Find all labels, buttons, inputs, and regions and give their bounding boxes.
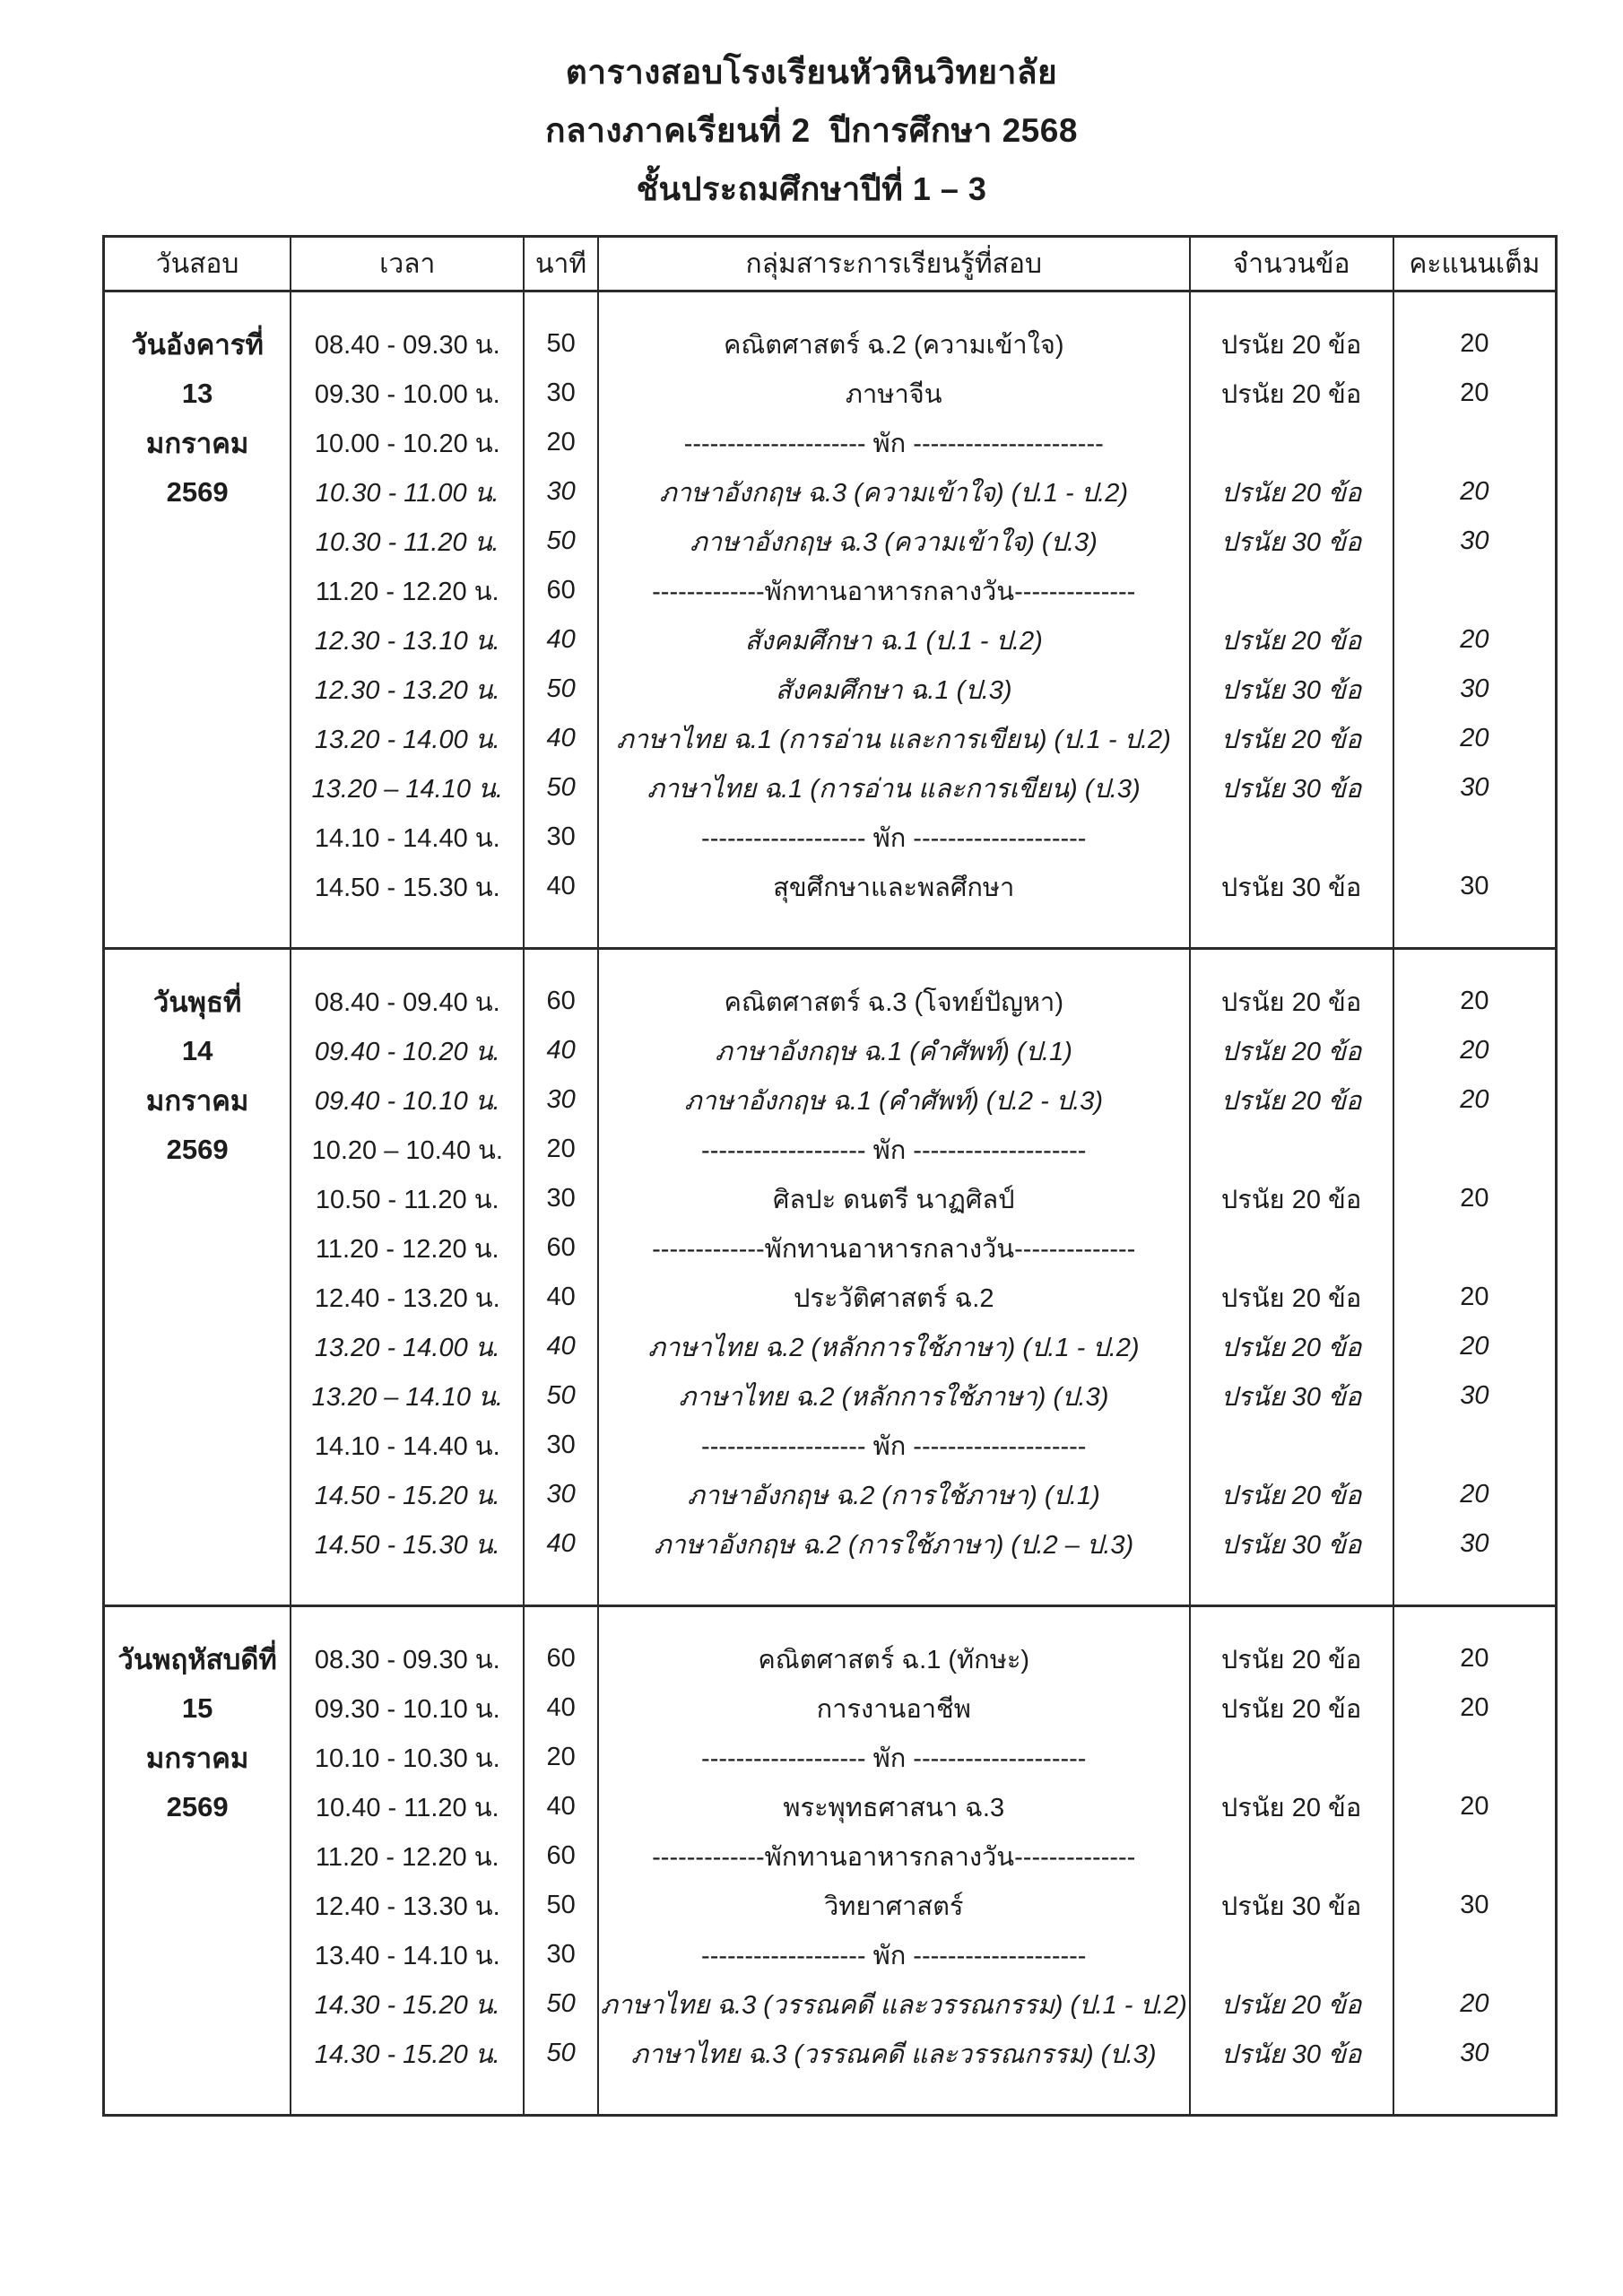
exam-day-line: วันพุธที่ [152, 986, 242, 1018]
header-subject-group: กลุ่มสาระการเรียนรู้ที่สอบ [599, 238, 1191, 290]
exam-question-count [1191, 1831, 1393, 1881]
exam-minutes: 50 [546, 2039, 576, 2067]
exam-time: 10.10 - 10.30 น. [314, 1744, 500, 1773]
exam-minutes: 20 [546, 1135, 576, 1163]
exam-score [1394, 813, 1555, 862]
exam-score: 20 [1460, 724, 1489, 752]
exam-day-line: 15 [181, 1692, 213, 1724]
exam-score: 30 [1460, 2039, 1489, 2067]
exam-subject: สังคมศึกษา ฉ.1 (ป.1 - ป.2) [744, 626, 1043, 656]
column-items [1191, 1607, 1394, 2114]
exam-day-line: 2569 [166, 1790, 229, 1822]
exam-subject: -------------พักทานอาหารกลางวัน-------------- [652, 577, 1136, 606]
exam-subject: สังคมศึกษา ฉ.1 (ป.3) [775, 675, 1012, 705]
exam-subject: ภาษาอังกฤษ ฉ.2 (การใช้ภาษา) (ป.2 – ป.3) [654, 1530, 1134, 1560]
exam-minutes: 40 [546, 1036, 576, 1065]
exam-minutes: 50 [546, 674, 576, 703]
day-section [102, 950, 1558, 1607]
exam-time: 12.30 - 13.20 น. [314, 675, 500, 705]
exam-minutes: 60 [546, 1644, 576, 1673]
exam-question-count: ปรนัย 20 ข้อ [1220, 379, 1362, 409]
exam-score: 30 [1460, 872, 1489, 900]
document-title: ตารางสอบโรงเรียนหัวหินวิทยาลัย [565, 54, 1058, 91]
exam-score [1394, 1223, 1555, 1273]
exam-time: 13.40 - 14.10 น. [314, 1941, 500, 1970]
header-minutes: นาที [525, 238, 599, 290]
exam-question-count: ปรนัย 20 ข้อ [1220, 1990, 1362, 2020]
exam-time: 14.30 - 15.20 น. [314, 2039, 500, 2069]
exam-minutes: 60 [546, 1841, 576, 1870]
exam-score: 20 [1460, 987, 1489, 1015]
exam-score: 20 [1460, 625, 1489, 654]
exam-minutes: 30 [546, 378, 576, 407]
column-subject [599, 950, 1191, 1605]
exam-question-count: ปรนัย 20 ข้อ [1220, 1694, 1362, 1724]
exam-minutes: 50 [546, 1989, 576, 2018]
exam-day-cell [105, 950, 291, 1605]
exam-subject: ภาษาอังกฤษ ฉ.3 (ความเข้าใจ) (ป.3) [690, 527, 1098, 557]
column-score [1394, 292, 1555, 947]
column-time [291, 950, 525, 1605]
exam-score: 30 [1460, 1891, 1489, 1919]
exam-time: 12.40 - 13.20 น. [314, 1283, 500, 1313]
exam-subject: ประวัติศาสตร์ ฉ.2 [794, 1283, 994, 1313]
exam-time: 13.20 - 14.00 น. [314, 1333, 500, 1362]
exam-question-count [1191, 1125, 1393, 1174]
exam-time: 13.20 – 14.10 น. [311, 774, 503, 804]
exam-time: 10.00 - 10.20 น. [314, 429, 500, 458]
exam-subject: วิทยาศาสตร์ [824, 1892, 964, 1921]
exam-day-line: วันอังคารที่ [131, 328, 264, 361]
exam-subject: คณิตศาสตร์ ฉ.3 (โจทย์ปัญหา) [724, 987, 1063, 1017]
column-min [525, 950, 599, 1605]
exam-question-count [1191, 1930, 1393, 1979]
column-min [525, 292, 599, 947]
table-header-row [102, 235, 1558, 292]
exam-time: 08.40 - 09.40 น. [314, 987, 500, 1017]
column-time [291, 292, 525, 947]
header-full-score: คะแนนเต็ม [1409, 248, 1541, 279]
exam-subject: --------------------- พัก ---------------------- [683, 429, 1104, 458]
exam-question-count: ปรนัย 30 ข้อ [1220, 1382, 1362, 1412]
exam-subject: ------------------- พัก -------------------- [701, 1941, 1087, 1970]
exam-score: 20 [1460, 378, 1489, 407]
exam-question-count: ปรนัย 30 ข้อ [1220, 2039, 1362, 2069]
exam-minutes: 40 [546, 1792, 576, 1821]
exam-minutes: 60 [546, 987, 576, 1015]
exam-time: 14.50 - 15.30 น. [314, 873, 500, 902]
exam-time: 14.10 - 14.40 น. [314, 1431, 500, 1461]
table-body [102, 292, 1558, 2117]
exam-day-line: 2569 [166, 1133, 229, 1165]
exam-time: 14.50 - 15.20 น. [314, 1481, 500, 1510]
exam-score: 20 [1460, 1693, 1489, 1722]
exam-time: 14.10 - 14.40 น. [314, 823, 500, 853]
exam-minutes: 30 [546, 1480, 576, 1509]
column-score [1394, 1607, 1555, 2114]
exam-subject: ภาษาไทย ฉ.2 (หลักการใช้ภาษา) (ป.3) [679, 1382, 1109, 1412]
exam-day-line: 2569 [166, 475, 229, 508]
exam-score: 30 [1460, 1529, 1489, 1558]
exam-subject: ภาษาไทย ฉ.3 (วรรณคดี และวรรณกรรม) (ป.1 - ป.2) [600, 1990, 1187, 2020]
exam-time: 10.30 - 11.00 น. [315, 478, 499, 508]
exam-subject: ภาษาไทย ฉ.1 (การอ่าน และการเขียน) (ป.1 - ป.2) [616, 725, 1171, 754]
document-subtitle-term: กลางภาคเรียนที่ 2 ปีการศึกษา 2568 [545, 112, 1078, 149]
exam-time: 12.30 - 13.10 น. [314, 626, 500, 656]
exam-day-line: 14 [181, 1034, 213, 1066]
exam-minutes: 40 [546, 872, 576, 900]
exam-day-cell [105, 1607, 291, 2114]
exam-subject: ภาษาจีน [845, 379, 942, 409]
exam-question-count: ปรนัย 20 ข้อ [1220, 987, 1362, 1017]
exam-question-count: ปรนัย 30 ข้อ [1220, 1530, 1362, 1560]
exam-subject: ภาษาอังกฤษ ฉ.1 (คำศัพท์) (ป.1) [715, 1037, 1072, 1066]
exam-score [1394, 1125, 1555, 1174]
exam-minutes: 50 [546, 1891, 576, 1919]
exam-question-count: ปรนัย 20 ข้อ [1220, 330, 1362, 360]
exam-day-line: 13 [181, 377, 213, 409]
exam-time: 08.40 - 09.30 น. [314, 330, 500, 360]
exam-day-line: มกราคม [145, 427, 249, 459]
exam-minutes: 40 [546, 1693, 576, 1722]
exam-minutes: 20 [546, 428, 576, 457]
day-section [102, 292, 1558, 950]
exam-time: 10.20 – 10.40 น. [311, 1135, 503, 1165]
exam-question-count: ปรนัย 30 ข้อ [1220, 527, 1362, 557]
exam-subject: ------------------- พัก -------------------- [701, 823, 1087, 853]
exam-minutes: 60 [546, 1233, 576, 1262]
exam-subject: ------------------- พัก -------------------- [701, 1431, 1087, 1461]
exam-subject: -------------พักทานอาหารกลางวัน-------------- [652, 1234, 1136, 1264]
exam-minutes: 30 [546, 822, 576, 851]
document-subtitle-grade: ชั้นประถมศึกษาปีที่ 1 – 3 [636, 170, 987, 207]
exam-question-count: ปรนัย 20 ข้อ [1220, 725, 1362, 754]
column-subject [599, 292, 1191, 947]
document-title-block [0, 52, 1623, 210]
exam-minutes: 40 [546, 1332, 576, 1361]
exam-subject: พระพุทธศาสนา ฉ.3 [783, 1793, 1005, 1822]
exam-subject: ศิลปะ ดนตรี นาฏศิลป์ [772, 1185, 1015, 1214]
column-items [1191, 950, 1394, 1605]
exam-minutes: 30 [546, 477, 576, 506]
exam-question-count [1191, 1421, 1393, 1470]
exam-time: 09.40 - 10.20 น. [314, 1037, 500, 1066]
exam-score [1394, 566, 1555, 615]
exam-question-count: ปรนัย 20 ข้อ [1220, 1333, 1362, 1362]
exam-question-count: ปรนัย 20 ข้อ [1220, 626, 1362, 656]
exam-time: 14.30 - 15.20 น. [314, 1990, 500, 2020]
exam-score: 30 [1460, 773, 1489, 802]
exam-minutes: 30 [546, 1940, 576, 1969]
exam-score: 20 [1460, 329, 1489, 358]
exam-subject: สุขศึกษาและพลศึกษา [773, 873, 1015, 902]
exam-question-count [1191, 813, 1393, 862]
exam-score: 20 [1460, 1283, 1489, 1311]
exam-subject: การงานอาชีพ [816, 1694, 971, 1724]
exam-time: 14.50 - 15.30 น. [314, 1530, 500, 1560]
exam-minutes: 50 [546, 329, 576, 358]
exam-subject: ภาษาไทย ฉ.2 (หลักการใช้ภาษา) (ป.1 - ป.2) [647, 1333, 1140, 1362]
exam-schedule-table [102, 235, 1558, 2117]
exam-score: 20 [1460, 1480, 1489, 1509]
exam-score [1394, 1831, 1555, 1881]
exam-question-count [1191, 418, 1393, 467]
exam-score: 20 [1460, 1332, 1489, 1361]
exam-score: 30 [1460, 1381, 1489, 1410]
exam-score [1394, 418, 1555, 467]
exam-score [1394, 1930, 1555, 1979]
exam-question-count: ปรนัย 20 ข้อ [1220, 1283, 1362, 1313]
header-exam-date: วันสอบ [105, 238, 291, 290]
exam-minutes: 60 [546, 576, 576, 604]
exam-time: 13.20 - 14.00 น. [314, 725, 500, 754]
exam-subject: ภาษาไทย ฉ.1 (การอ่าน และการเขียน) (ป.3) [647, 774, 1141, 804]
exam-time: 08.30 - 09.30 น. [314, 1645, 500, 1674]
exam-question-count: ปรนัย 30 ข้อ [1220, 675, 1362, 705]
exam-minutes: 20 [546, 1743, 576, 1771]
exam-subject: -------------พักทานอาหารกลางวัน-------------- [652, 1842, 1136, 1872]
exam-time: 09.40 - 10.10 น. [314, 1086, 500, 1116]
exam-time: 10.50 - 11.20 น. [315, 1185, 499, 1214]
exam-score [1394, 1421, 1555, 1470]
column-subject [599, 1607, 1191, 2114]
exam-minutes: 40 [546, 1529, 576, 1558]
column-min [525, 1607, 599, 2114]
exam-question-count: ปรนัย 20 ข้อ [1220, 1481, 1362, 1510]
exam-subject: ภาษาอังกฤษ ฉ.3 (ความเข้าใจ) (ป.1 - ป.2) [659, 478, 1129, 508]
exam-question-count: ปรนัย 20 ข้อ [1220, 478, 1362, 508]
exam-minutes: 50 [546, 526, 576, 555]
exam-minutes: 40 [546, 724, 576, 752]
exam-time: 10.30 - 11.20 น. [315, 527, 499, 557]
exam-score: 30 [1460, 674, 1489, 703]
exam-question-count [1191, 1223, 1393, 1273]
exam-subject: ------------------- พัก -------------------- [701, 1135, 1087, 1165]
exam-question-count: ปรนัย 20 ข้อ [1220, 1793, 1362, 1822]
exam-question-count: ปรนัย 20 ข้อ [1220, 1037, 1362, 1066]
exam-minutes: 50 [546, 1381, 576, 1410]
exam-minutes: 40 [546, 1283, 576, 1311]
exam-score: 20 [1460, 1989, 1489, 2018]
exam-score: 20 [1460, 477, 1489, 506]
exam-question-count: ปรนัย 30 ข้อ [1220, 1892, 1362, 1921]
exam-day-line: มกราคม [145, 1742, 249, 1774]
exam-subject: คณิตศาสตร์ ฉ.2 (ความเข้าใจ) [723, 330, 1064, 360]
exam-question-count: ปรนัย 30 ข้อ [1220, 873, 1362, 902]
exam-time: 11.20 - 12.20 น. [315, 577, 499, 606]
exam-minutes: 30 [546, 1431, 576, 1459]
header-question-count: จำนวนข้อ [1191, 238, 1394, 290]
exam-question-count [1191, 1733, 1393, 1782]
exam-time: 10.40 - 11.20 น. [315, 1793, 499, 1822]
column-items [1191, 292, 1394, 947]
exam-score: 20 [1460, 1184, 1489, 1213]
exam-question-count: ปรนัย 20 ข้อ [1220, 1086, 1362, 1116]
exam-score: 30 [1460, 526, 1489, 555]
day-section [102, 1607, 1558, 2117]
exam-question-count [1191, 566, 1393, 615]
exam-minutes: 40 [546, 625, 576, 654]
exam-day-line: วันพฤหัสบดีที่ [117, 1643, 277, 1675]
exam-time: 11.20 - 12.20 น. [315, 1842, 499, 1872]
column-time [291, 1607, 525, 2114]
exam-minutes: 50 [546, 773, 576, 802]
exam-day-cell [105, 292, 291, 947]
exam-score [1394, 1733, 1555, 1782]
exam-subject: ภาษาอังกฤษ ฉ.2 (การใช้ภาษา) (ป.1) [687, 1481, 1100, 1510]
exam-question-count: ปรนัย 20 ข้อ [1220, 1645, 1362, 1674]
exam-score: 20 [1460, 1036, 1489, 1065]
exam-minutes: 30 [546, 1085, 576, 1114]
exam-subject: ------------------- พัก -------------------- [701, 1744, 1087, 1773]
exam-question-count: ปรนัย 20 ข้อ [1220, 1185, 1362, 1214]
header-time: เวลา [291, 238, 525, 290]
column-score [1394, 950, 1555, 1605]
exam-question-count: ปรนัย 30 ข้อ [1220, 774, 1362, 804]
exam-subject: ภาษาอังกฤษ ฉ.1 (คำศัพท์) (ป.2 - ป.3) [684, 1086, 1104, 1116]
exam-subject: ภาษาไทย ฉ.3 (วรรณคดี และวรรณกรรม) (ป.3) [630, 2039, 1157, 2069]
exam-day-line: มกราคม [145, 1084, 249, 1117]
exam-minutes: 30 [546, 1184, 576, 1213]
exam-score: 20 [1460, 1644, 1489, 1673]
exam-time: 12.40 - 13.30 น. [314, 1892, 500, 1921]
exam-score: 20 [1460, 1085, 1489, 1114]
exam-subject: คณิตศาสตร์ ฉ.1 (ทักษะ) [758, 1645, 1030, 1674]
exam-score: 20 [1460, 1792, 1489, 1821]
exam-time: 13.20 – 14.10 น. [311, 1382, 503, 1412]
exam-time: 09.30 - 10.00 น. [314, 379, 500, 409]
exam-time: 09.30 - 10.10 น. [314, 1694, 500, 1724]
exam-time: 11.20 - 12.20 น. [315, 1234, 499, 1264]
